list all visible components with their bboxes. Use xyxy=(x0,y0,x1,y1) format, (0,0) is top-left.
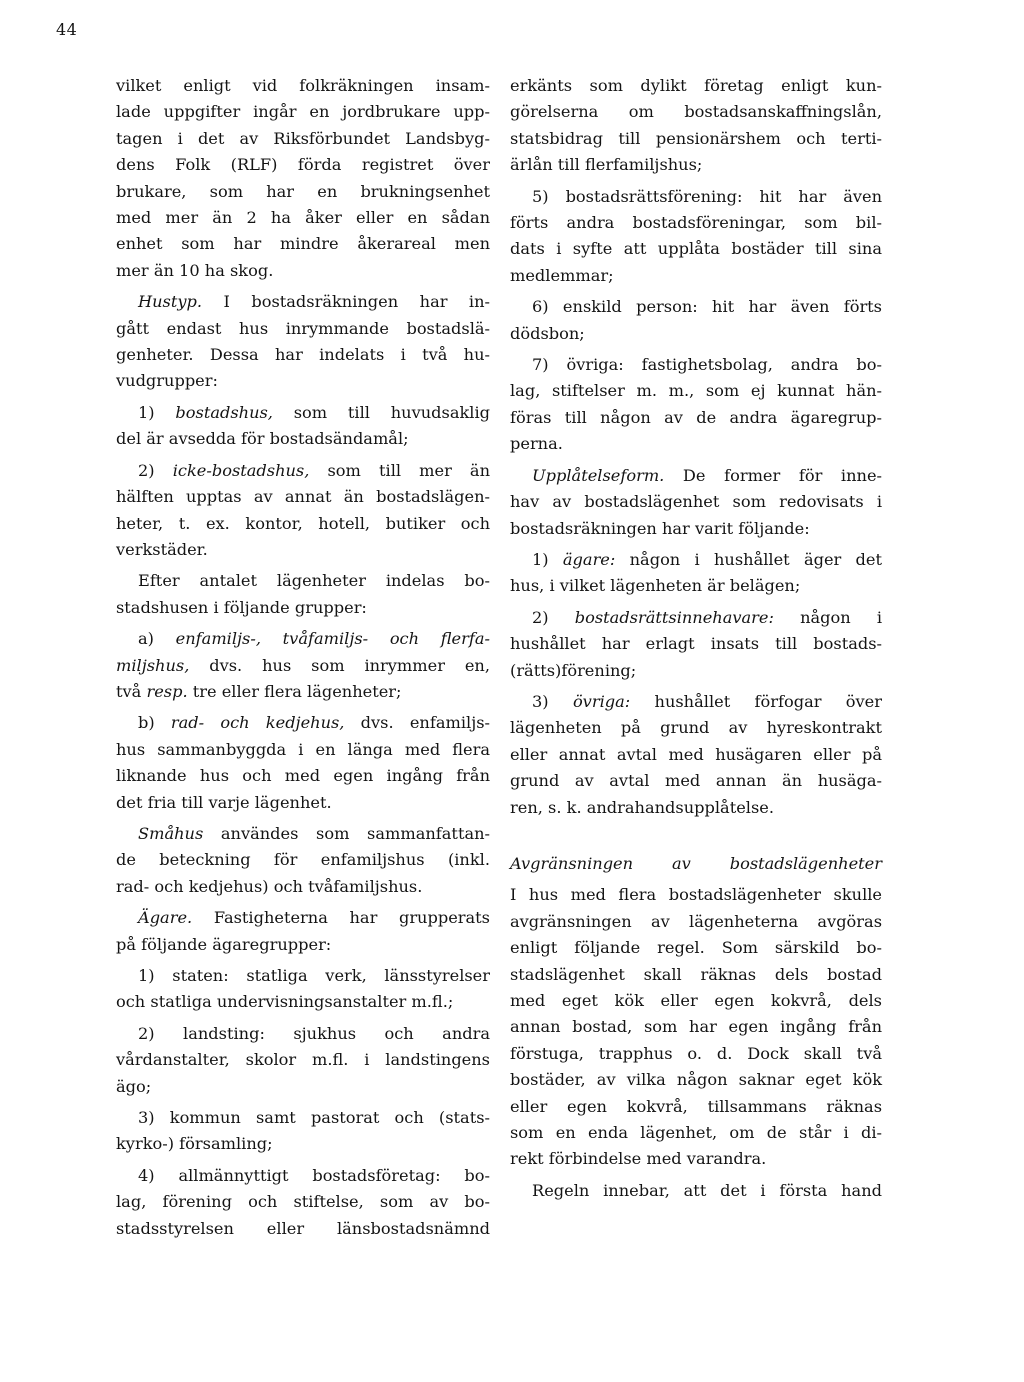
text-line: dats i syfte att upplåta bostäder till sina xyxy=(510,239,882,259)
left-column xyxy=(116,73,490,1242)
text-line: b) rad- och kedjehus, dvs. enfamiljs- xyxy=(138,713,490,733)
text-line: grund av avtal med annan än husäga- xyxy=(510,771,882,791)
text-line: hus sammanbyggda i en länga med flera xyxy=(116,739,490,759)
text-line: förstuga, trapphus o. d. Dock skall två xyxy=(510,1043,882,1063)
text-line: eller egen kokvrå, tillsammans räknas xyxy=(510,1096,882,1116)
text-line: med eget kök eller egen kokvrå, dels xyxy=(510,991,882,1010)
text-line: 1) bostadshus, som till huvudsaklig xyxy=(138,402,490,422)
text-line: gått endast hus inrymmande bostadslä- xyxy=(116,318,490,338)
text-line: bostadsräkningen har varit följande: xyxy=(510,518,810,538)
text-line: rad- och kedjehus) och tvåfamiljshus. xyxy=(116,876,423,896)
text-line: stadslägenhet skall räknas dels bostad xyxy=(510,964,882,984)
term-hustyp: Hustyp. xyxy=(138,292,203,312)
text-line: Efter antalet lägenheter indelas bo- xyxy=(138,571,490,591)
text-line: liknande hus och med egen ingång från xyxy=(116,766,490,786)
text-line: Hustyp. I bostadsräkningen har in- xyxy=(138,292,490,312)
text-line: 3) kommun samt pastorat och (stats- xyxy=(138,1108,490,1128)
text-line: hav av bostadslägenhet som redovisats i xyxy=(510,492,882,512)
text-line: Småhus användes som sammanfattan- xyxy=(138,823,490,843)
text-line: (rätts)förening; xyxy=(510,660,637,680)
text-line: brukare, som har en brukningsenhet xyxy=(116,181,490,201)
text-line: del är avsedda för bostadsändamål; xyxy=(116,429,409,449)
text-line: 1) ägare: någon i hushållet äger det xyxy=(532,549,882,569)
text-line: två resp. tre eller flera lägenheter; xyxy=(116,681,402,701)
text-line: hus, i vilket lägenheten är belägen; xyxy=(510,576,801,596)
text-line: statsbidrag till pensionärshem och terti- xyxy=(510,128,882,148)
text-line: mer än 10 ha skog. xyxy=(116,260,274,280)
text-line: görelserna om bostadsanskaffningslån, xyxy=(510,102,882,122)
text-line: 7) övriga: fastighetsbolag, andra bo- xyxy=(532,355,882,375)
text-line: avgränsningen av lägenheterna avgöras xyxy=(510,911,882,931)
right-column xyxy=(510,73,882,1204)
text-line: dödsbon; xyxy=(510,323,585,343)
text-line: eller annat avtal med husägaren eller på xyxy=(510,744,882,764)
term-upplatelseform: Upplåtelseform. xyxy=(532,465,665,485)
text-line: 2) icke-bostadshus, som till mer än xyxy=(138,460,491,480)
text-line: 6) enskild person: hit har även förts xyxy=(532,297,882,317)
text-line: ägo; xyxy=(116,1076,152,1096)
text-line: och statliga undervisningsanstalter m.fl.; xyxy=(116,992,454,1012)
text-line: medlemmar; xyxy=(510,265,614,285)
text-line: hälften upptas av annat än bostadslägen- xyxy=(116,487,490,507)
text-line: ren, s. k. andrahandsupplåtelse. xyxy=(510,797,775,817)
text-line: kyrko-) församling; xyxy=(116,1134,273,1154)
text-line: det fria till varje lägenhet. xyxy=(116,792,332,812)
text-line: miljshus, dvs. hus som inrymmer en, xyxy=(116,655,490,675)
text-line: stadshusen i följande grupper: xyxy=(116,597,367,617)
text-line: föras till någon av de andra ägaregrup- xyxy=(510,407,882,427)
text-line: 5) bostadsrättsförening: hit har även xyxy=(532,186,882,206)
text-line: med mer än 2 ha åker eller en sådan xyxy=(116,208,490,228)
text-line: enligt följande regel. Som särskild bo- xyxy=(510,938,882,958)
text-line: hushållet har erlagt insats till bostads- xyxy=(510,634,882,654)
text-line: erkänts som dylikt företag enligt kun- xyxy=(510,76,882,95)
text-line: 2) bostadsrättsinnehavare: någon i xyxy=(532,607,882,627)
text-line: enhet som har mindre åkerareal men xyxy=(116,234,490,254)
text-line: perna. xyxy=(510,434,563,454)
text-line: annan bostad, som har egen ingång från xyxy=(510,1017,882,1037)
text-line: lag, stiftelser m. m., som ej kunnat hän- xyxy=(510,381,882,401)
text-line: Ägare. Fastigheterna har grupperats xyxy=(138,908,490,928)
text-line: stadsstyrelsen eller länsbostadsnämnd xyxy=(116,1218,490,1238)
text-line: vudgrupper: xyxy=(116,371,218,391)
text-line: lägenheten på grund av hyreskontrakt xyxy=(510,718,882,738)
text-line: I hus med flera bostadslägenheter skulle xyxy=(510,885,882,905)
text-line: lade uppgifter ingår en jordbrukare upp- xyxy=(116,102,490,122)
page-number: 44 xyxy=(56,20,78,39)
text-line: Regeln innebar, att det i första hand xyxy=(532,1180,882,1200)
section-heading: Avgränsningen av bostadslägenheter xyxy=(510,853,882,873)
text-line: a) enfamiljs-, tvåfamiljs- och flerfa- xyxy=(138,629,490,649)
text-line: 4) allmännyttigt bostadsföretag: bo- xyxy=(138,1165,490,1185)
text-line: 3) övriga: hushållet förfogar över xyxy=(532,691,882,711)
text-line: tagen i det av Riksförbundet Landsbyg- xyxy=(116,128,490,148)
text-line: rekt förbindelse med varandra. xyxy=(510,1149,767,1169)
text-line: heter, t. ex. kontor, hotell, butiker och xyxy=(116,513,490,533)
text-line: förts andra bostadsföreningar, som bil- xyxy=(510,213,882,233)
text-line: de beteckning för enfamiljshus (inkl. xyxy=(116,850,490,870)
text-line: 2) landsting: sjukhus och andra xyxy=(138,1023,490,1043)
text-line: genheter. Dessa har indelats i två hu- xyxy=(116,345,490,365)
text-line: vårdanstalter, skolor m.fl. i landstingens xyxy=(116,1050,490,1070)
text-line: verkstäder. xyxy=(116,539,208,559)
text-line: Upplåtelseform. De former för inne- xyxy=(532,465,882,485)
text-line: på följande ägaregrupper: xyxy=(116,934,332,954)
text-line: lag, förening och stiftelse, som av bo- xyxy=(116,1192,490,1212)
text-line: bostäder, av vilka någon saknar eget kök xyxy=(510,1070,882,1090)
text-line: ärlån till flerfamiljshus; xyxy=(510,155,703,175)
text-line: 1) staten: statliga verk, länsstyrelser xyxy=(138,966,490,985)
text-line: vilket enligt vid folkräkningen insam- xyxy=(116,76,490,95)
text-line: dens Folk (RLF) förda registret över xyxy=(116,155,490,175)
text-line: som en enda lägenhet, om de står i di- xyxy=(510,1123,882,1143)
